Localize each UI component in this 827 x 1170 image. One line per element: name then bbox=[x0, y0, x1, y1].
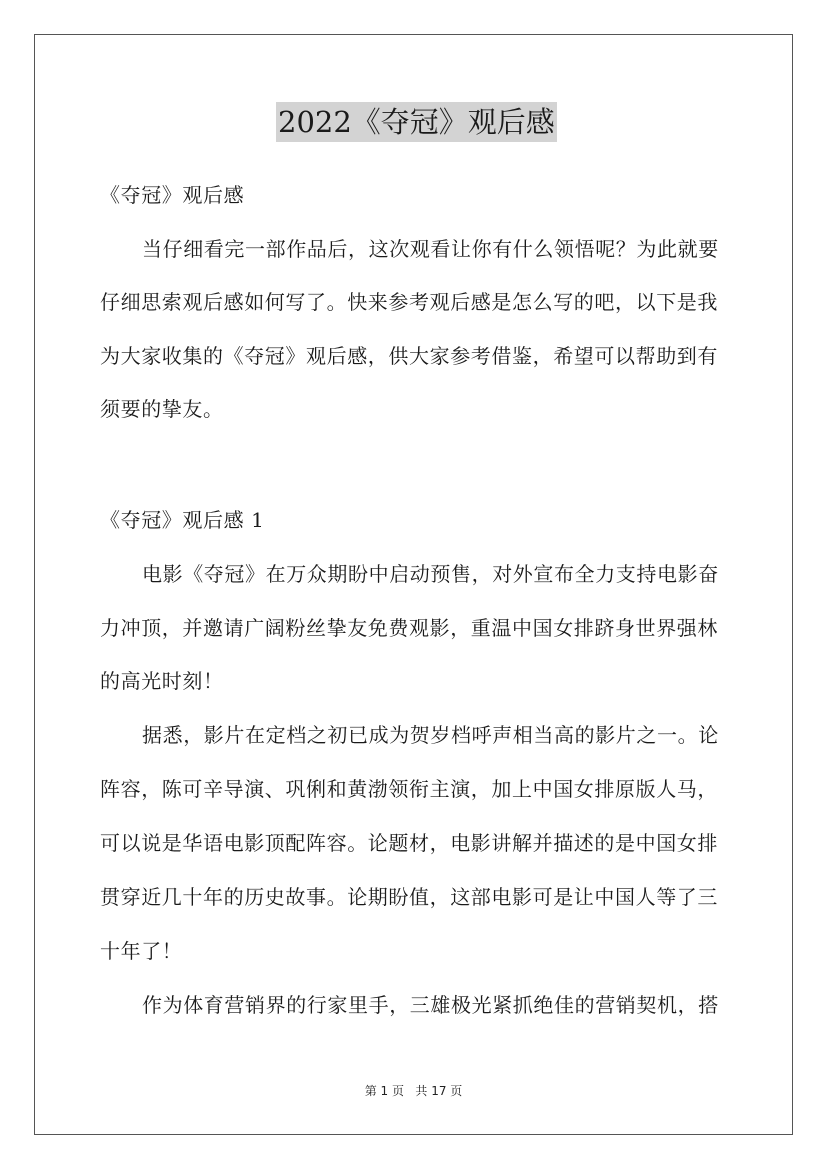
intro-line: 当仔细看完一部作品后，这次观看让你有什么领悟呢？为此就要 bbox=[142, 237, 719, 261]
page-number: 第 1 页 bbox=[364, 1084, 404, 1098]
paragraph-line: 阵容，陈可辛导演、巩俐和黄渤领衔主演，加上中国女排原版人马， bbox=[100, 777, 718, 801]
section-heading: 《夺冠》观后感 1 bbox=[100, 508, 265, 532]
paragraph-line: 力冲顶，并邀请广阔粉丝挚友免费观影，重温中国女排跻身世界强林 bbox=[100, 616, 718, 640]
intro-line: 仔细思索观后感如何写了。快来参考观后感是怎么写的吧，以下是我 bbox=[100, 290, 718, 314]
paragraph-line: 的高光时刻！ bbox=[100, 669, 224, 693]
intro-line: 须要的挚友。 bbox=[100, 397, 224, 421]
paragraph-line: 据悉，影片在定档之初已成为贺岁档呼声相当高的影片之一。论 bbox=[142, 723, 719, 747]
page-total: 共 17 页 bbox=[415, 1084, 463, 1098]
paragraph-line: 贯穿近几十年的历史故事。论期盼值，这部电影可是让中国人等了三 bbox=[100, 885, 718, 909]
paragraph-line: 电影《夺冠》在万众期盼中启动预售，对外宣布全力支持电影奋 bbox=[142, 562, 719, 586]
paragraph-line: 十年了！ bbox=[100, 939, 183, 963]
subtitle: 《夺冠》观后感 bbox=[100, 183, 245, 207]
intro-line: 为大家收集的《夺冠》观后感，供大家参考借鉴，希望可以帮助到有 bbox=[100, 344, 718, 368]
paragraph-line: 可以说是华语电影顶配阵容。论题材，电影讲解并描述的是中国女排 bbox=[100, 831, 718, 855]
document-title: 2022《夺冠》观后感 bbox=[276, 102, 557, 142]
paragraph-line: 作为体育营销界的行家里手，三雄极光紧抓绝佳的营销契机，搭 bbox=[142, 993, 719, 1017]
page-footer bbox=[0, 1082, 827, 1100]
